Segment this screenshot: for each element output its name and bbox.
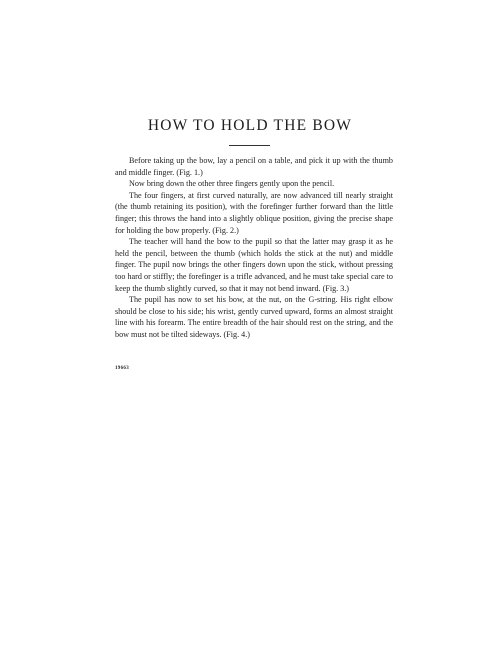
paragraph-2: Now bring down the other three fingers gently upon the pencil. <box>129 179 335 189</box>
paragraph-4: The teacher will hand the bow to the pupil so that the latter may grasp it as he held the pencil, between the thumb (which holds the stick at the nut) and middle finger. The pupil now brings the other fingers down upon the stick, without pressing too hard or stiffly; the forefinger is a trifle advanced, and he must take special care to keep the thumb slightly curved, so that it may not bend inward. (Fig. 3.) <box>115 237 393 293</box>
paragraph-3: The four fingers, at first curved naturally, are now advanced till nearly straight (the thumb retaining its position), with the forefinger further forward than the little finger; this throws the hand into a slightly oblique position, giving the precise shape for holding the bow properly. (Fig. 2.) <box>115 190 393 235</box>
paragraph-5: The pupil has now to set his bow, at the nut, on the G-string. His right elbow should be close to his side; his wrist, gently curved upward, forms an almost straight line with his forearm. The entire breadth of the hair should rest on the string, and the bow must not be tilted sideways. (Fig. 4.) <box>115 295 393 339</box>
body-text <box>115 155 393 341</box>
page-title: HOW TO HOLD THE BOW <box>147 117 353 134</box>
plate-number: 19663 <box>115 366 129 371</box>
title-rule <box>229 145 270 146</box>
paragraph-1: Before taking up the bow, lay a pencil on a table, and pick it up with the thumb and middle finger. (Fig. 1.) <box>115 156 393 177</box>
